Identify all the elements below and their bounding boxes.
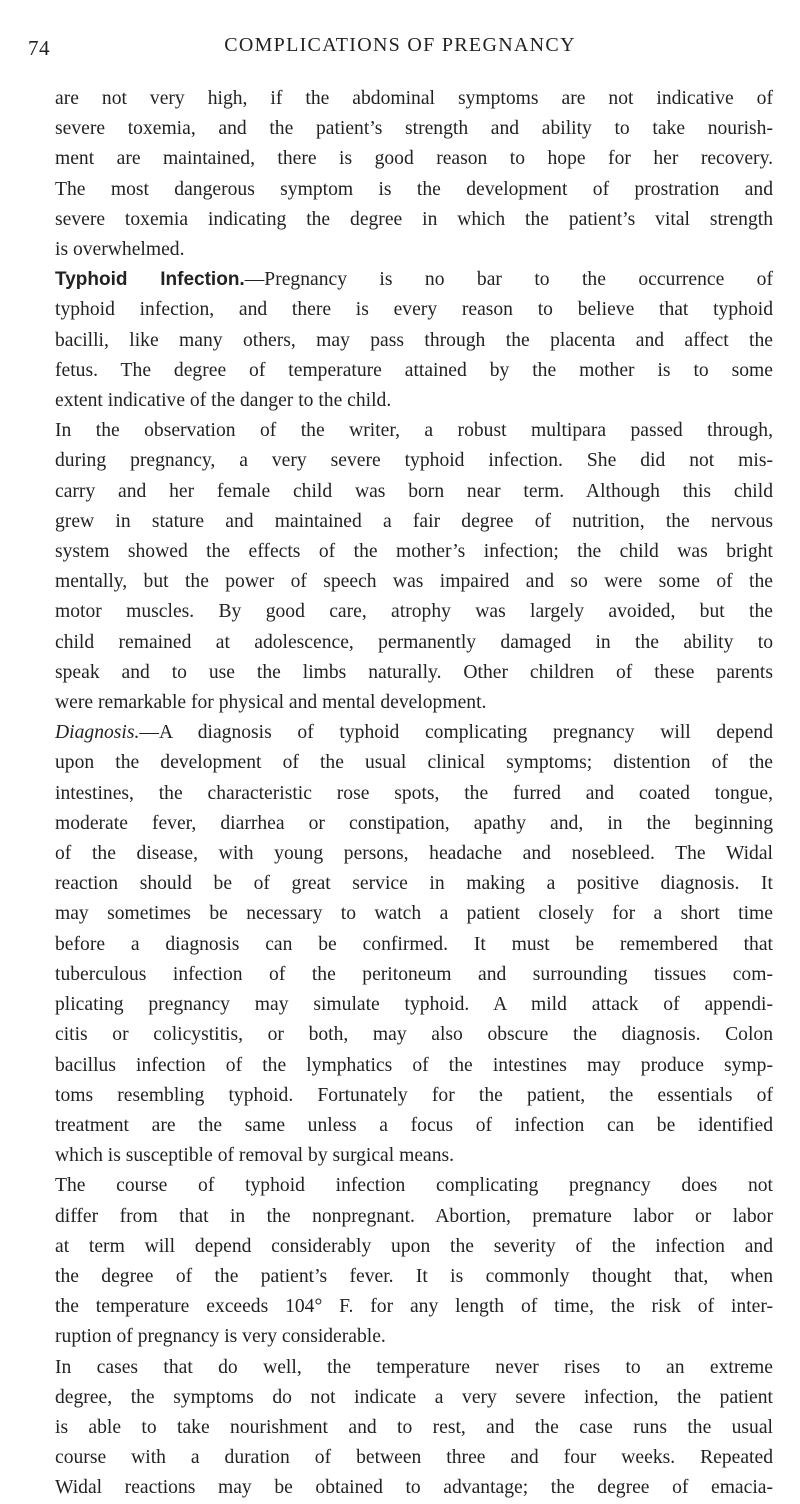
text-line: at term will depend considerably upon the severity of the infection and — [55, 1235, 773, 1257]
page-number: 74 — [28, 36, 50, 60]
text-line: the degree of the patient’s fever. It is commonly thought that, when — [55, 1265, 773, 1287]
heading-run-in-text: —A diagnosis of typhoid complicating pregnancy will depend — [139, 722, 773, 744]
text-line: citis or colicystitis, or both, may also obscure the diagnosis. Colon — [55, 1024, 773, 1046]
text-line: intestines, the characteristic rose spots, the furred and coated tongue, — [55, 782, 773, 804]
text-line: course with a duration of between three and four weeks. Repeated — [55, 1447, 773, 1469]
text-line: before a diagnosis can be confirmed. It must be remembered that — [55, 933, 773, 955]
text-line: of the disease, with young persons, headache and nosebleed. The Widal — [55, 843, 773, 865]
text-line: upon the development of the usual clinical symptoms; distention of the — [55, 752, 773, 774]
text-line: child remained at adolescence, permanently damaged in the ability to — [55, 631, 773, 653]
running-head: COMPLICATIONS OF PREGNANCY — [224, 34, 576, 56]
text-line: bacilli, like many others, may pass through the placenta and affect the — [55, 329, 773, 351]
paragraph-case — [55, 416, 773, 718]
text-line: plicating pregnancy may simulate typhoid. A mild attack of appendi- — [55, 994, 773, 1016]
paragraph-typhoid — [55, 265, 773, 416]
text-line: degree, the symptoms do not indicate a very severe infection, the patient — [55, 1386, 773, 1408]
paragraph-cases — [55, 1353, 773, 1504]
text-line: toms resembling typhoid. Fortunately for the patient, the essentials of — [55, 1084, 773, 1106]
body-text — [55, 84, 773, 1504]
text-line: motor muscles. By good care, atrophy was largely avoided, but the — [55, 601, 773, 623]
paragraph-course — [55, 1171, 773, 1352]
text-line: is able to take nourishment and to rest, and the case runs the usual — [55, 1416, 773, 1438]
text-line: mentally, but the power of speech was impaired and so were some of the — [55, 571, 773, 593]
text-line: may sometimes be necessary to watch a patient closely for a short time — [55, 903, 773, 925]
text-line: The course of typhoid infection complicating pregnancy does not — [55, 1175, 773, 1197]
text-line: fetus. The degree of temperature attained by the mother is to some — [55, 359, 773, 381]
text-line — [55, 718, 773, 748]
text-line: treatment are the same unless a focus of infection can be identified — [55, 1114, 773, 1136]
text-line: system showed the effects of the mother’s infection; the child was bright — [55, 541, 773, 563]
text-line: ment are maintained, there is good reason to hope for her recovery. — [55, 148, 773, 170]
text-line: extent indicative of the danger to the child. — [55, 390, 392, 412]
text-line: grew in stature and maintained a fair degree of nutrition, the nervous — [55, 510, 773, 532]
heading-run-in-text: —Pregnancy is no bar to the occurrence of — [244, 269, 773, 291]
text-line: reaction should be of great service in making a positive diagnosis. It — [55, 873, 773, 895]
text-line: ruption of pregnancy is very considerable. — [55, 1326, 386, 1348]
text-line: speak and to use the limbs naturally. Other children of these parents — [55, 661, 773, 683]
text-line: In the observation of the writer, a robust multipara passed through, — [55, 420, 773, 442]
paragraph-diagnosis — [55, 718, 773, 1171]
text-line: tuberculous infection of the peritoneum and surrounding tissues com- — [55, 963, 773, 985]
text-line: during pregnancy, a very severe typhoid infection. She did not mis- — [55, 450, 773, 472]
section-heading-typhoid: Typhoid Infection. — [55, 269, 245, 291]
text-line: bacillus infection of the lymphatics of the intestines may produce symp- — [55, 1054, 773, 1076]
text-line: is overwhelmed. — [55, 239, 185, 261]
text-line: severe toxemia, and the patient’s strength and ability to take nourish- — [55, 118, 773, 140]
text-line: severe toxemia indicating the degree in which the patient’s vital strength — [55, 208, 773, 230]
text-line: are not very high, if the abdominal symptoms are not indicative of — [55, 88, 773, 109]
text-line — [55, 265, 773, 295]
text-line: were remarkable for physical and mental development. — [55, 692, 487, 714]
text-line: Widal reactions may be obtained to advantage; the degree of emacia- — [55, 1477, 773, 1499]
text-line: which is susceptible of removal by surgical means. — [55, 1145, 455, 1167]
text-line: In cases that do well, the temperature never rises to an extreme — [55, 1356, 773, 1378]
text-line: the temperature exceeds 104° F. for any length of time, the risk of inter- — [55, 1296, 773, 1318]
text-line: The most dangerous symptom is the development of prostration and — [55, 178, 773, 200]
paragraph-1 — [55, 84, 773, 265]
text-line: typhoid infection, and there is every reason to believe that typhoid — [55, 299, 773, 321]
text-line: moderate fever, diarrhea or constipation, apathy and, in the beginning — [55, 812, 773, 834]
text-line: carry and her female child was born near term. Although this child — [55, 480, 773, 502]
section-heading-diagnosis: Diagnosis. — [55, 722, 140, 744]
text-line: differ from that in the nonpregnant. Abortion, premature labor or labor — [55, 1205, 773, 1227]
